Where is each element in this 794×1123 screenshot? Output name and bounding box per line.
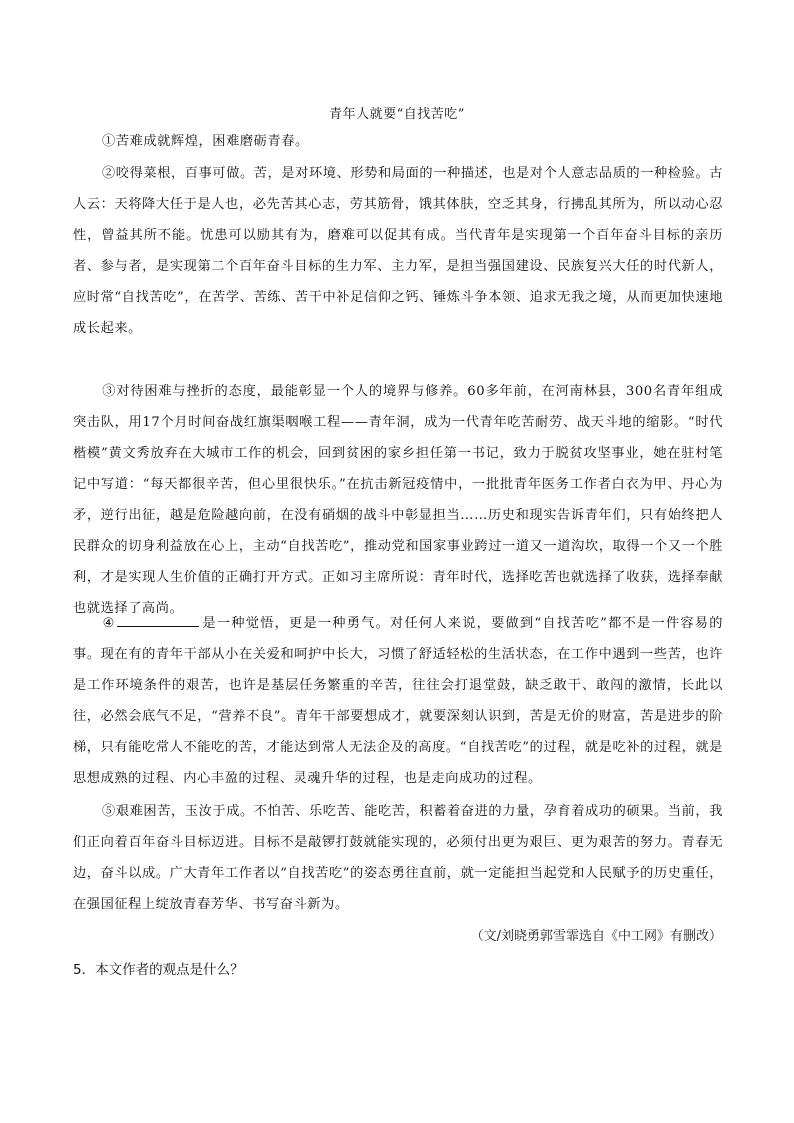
paragraph-3-text: ③对待困难与挫折的态度，最能彰显一个人的境界与修养。60多年前，在河南林县，300名青年组成突击队，用17个月时间奋战红旗渠咽喉工程——青年洞，成为一代青年吃苦耐劳、战天斗地的缩影。“时代楷模”黄文秀放弃在大城市工作的机会，回到贫困的家乡担任第一书记，致力于脱贫攻坚事业，她在驻村笔记中写道：“每天都很辛苦，但心里很快乐。”在抗击新冠疫情中，一批批青年医务工作者白衣为甲、丹心为矛，逆行出征，越是危险越向前，在没有硝烟的战斗中彰显担当……历史和现实告诉青年们，只有始终把人民群众的切身利益放在心上，主动“自找苦吃”，推动党和国家事业跨过一道又一道沟坎，取得一个又一个胜利，才是实现人生价值的正确打开方式。正如习主席所说：青年时代，选择吃苦也就选择了收获，选择奉献也就选择了高尚。 xyxy=(73,384,723,616)
paragraph-5 xyxy=(73,796,723,920)
source-citation: （文/刘晓勇郭雪霏选自《中工网》有删改） xyxy=(470,929,722,944)
paragraph-2 xyxy=(73,158,723,344)
article-title: 青年人就要“自找苦吃” xyxy=(329,107,465,122)
paragraph-3 xyxy=(73,376,723,624)
paragraph-4-text: 是一种觉悟，更是一种勇气。对任何人来说，要做到“自找苦吃”都不是一件容易的事。现在有的青年干部从小在关爱和呵护中长大，习惯了舒适轻松的生活状态，在工作中遇到一些苦，也许是工作环境条件的艰苦，也许是基层任务繁重的辛苦，往往会打退堂鼓，缺乏敢干、敢闯的激情，长此以往，必然会底气不足，“营养不良”。青年干部要想成才，就要深刻认识到，苦是无价的财富，苦是进步的阶梯，只有能吃常人不能吃的苦，才能达到常人无法企及的高度。“自找苦吃”的过程，就是吃补的过程，就是思想成熟的过程、内心丰盈的过程、灵魂升华的过程，也是走向成功的过程。 xyxy=(73,616,723,786)
fill-in-blank[interactable] xyxy=(117,612,199,627)
paragraph-1: ①苦难成就辉煌，困难磨砺青春。 xyxy=(102,134,309,149)
paragraph-4 xyxy=(73,608,723,794)
paragraph-4-number: ④ xyxy=(102,616,116,631)
question-5: 5．本文作者的观点是什么？ xyxy=(73,962,244,978)
paragraph-5-text: ⑤艰难困苦，玉汝于成。不怕苦、乐吃苦、能吃苦，积蓄着奋进的力量，孕育着成功的硕果。当前，我们正向着百年奋斗目标迈进。目标不是敲锣打鼓就能实现的，必须付出更为艰巨、更为艰苦的努力。青春无边，奋斗以成。广大青年工作者以“自找苦吃”的姿态勇往直前，就一定能担当起党和人民赋予的历史重任，在强国征程上绽放青春芳华、书写奋斗新为。 xyxy=(73,804,723,912)
paragraph-2-text: ②咬得菜根，百事可做。苦，是对环境、形势和局面的一种描述，也是对个人意志品质的一种检验。古人云：天将降大任于是人也，必先苦其心志，劳其筋骨，饿其体肤，空乏其身，行拂乱其所为，所以动心忍性，曾益其所不能。忧患可以励其有为，磨难可以促其有成。当代青年是实现第一个百年奋斗目标的亲历者、参与者，是实现第二个百年奋斗目标的生力军、主力军，是担当强国建设、民族复兴大任的时代新人，应时常“自找苦吃”，在苦学、苦练、苦干中补足信仰之钙、锤炼斗争本领、追求无我之境，从而更加快速地成长起来。 xyxy=(73,166,723,336)
